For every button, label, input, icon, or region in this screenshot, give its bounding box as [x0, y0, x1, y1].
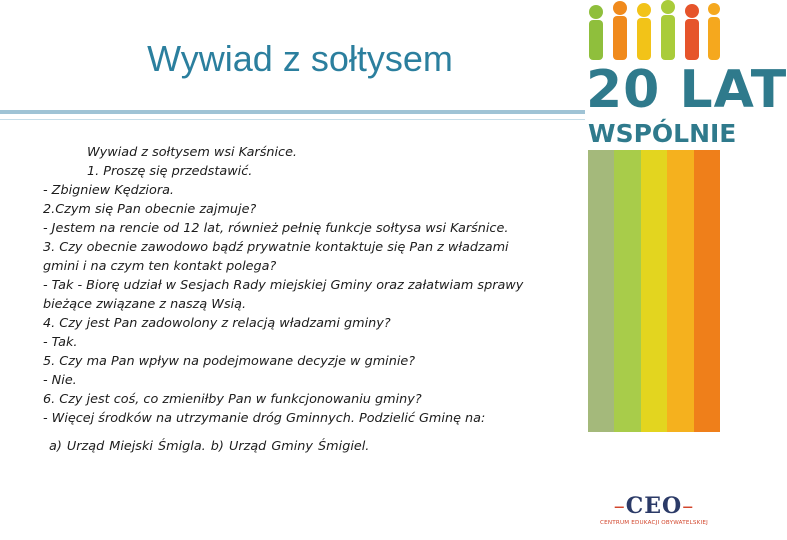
- logo-stripe: [614, 150, 640, 432]
- logo-stripe: [667, 150, 693, 432]
- logo-stripe: [588, 150, 614, 432]
- ceo-caption: CENTRUM EDUKACJI OBYWATELSKIEJ: [600, 520, 708, 526]
- slide-title: Wywiad z sołtysem: [147, 38, 453, 79]
- logo-20-lat: 20 LAT: [586, 60, 787, 120]
- interview-text: [43, 143, 543, 456]
- figure-yellow: [637, 3, 651, 60]
- answer-6: - Więcej środków na utrzymanie dróg Gminnych. Podzielić Gminę na:: [43, 411, 486, 426]
- answer-1: - Zbigniew Kędziora.: [43, 183, 174, 198]
- question-1: 1. Proszę się przedstawić.: [87, 164, 253, 179]
- logo-stripe: [694, 150, 720, 432]
- logo-color-stripes: [588, 150, 720, 432]
- question-4: 4. Czy jest Pan zadowolony z relacją władzami gminy?: [43, 316, 391, 331]
- logo-stripe: [641, 150, 667, 432]
- figure-red: [685, 4, 699, 60]
- question-3-line-2: gmini i na czym ten kontakt polega?: [43, 259, 277, 274]
- answer-5: - Nie.: [43, 373, 77, 388]
- answer-3-line-1: - Tak - Biorę udział w Sesjach Rady miejskiej Gminy oraz załatwiam sprawy: [43, 278, 524, 293]
- logo-wspolnie: WSPÓLNIE: [588, 119, 737, 148]
- people-figures-icon: [586, 0, 720, 62]
- answer-6-options: a) Urząd Miejski Śmigla. b) Urząd Gminy Śmigiel.: [49, 439, 370, 454]
- interview-intro: Wywiad z sołtysem wsi Karśnice.: [87, 145, 298, 160]
- question-5: 5. Czy ma Pan wpływ na podejmowane decyzje w gminie?: [43, 354, 416, 369]
- title-divider-thin: [0, 119, 585, 120]
- answer-4: - Tak.: [43, 335, 78, 350]
- question-3-line-1: 3. Czy obecnie zawodowo bądź prywatnie kontaktuje się Pan z władzami: [43, 240, 509, 255]
- title-divider: [0, 110, 585, 114]
- figure-lime: [661, 0, 675, 60]
- ceo-logo: –CEO– CENTRUM EDUKACJI OBYWATELSKIEJ: [596, 494, 712, 527]
- figure-orange: [613, 1, 627, 60]
- answer-3-line-2: bieżące związane z naszą Wsią.: [43, 297, 247, 312]
- figure-green: [589, 5, 603, 60]
- answer-2: - Jestem na rencie od 12 lat, również pełnię funkcje sołtysa wsi Karśnice.: [43, 221, 509, 236]
- question-2: 2.Czym się Pan obecnie zajmuje?: [43, 202, 257, 217]
- question-6: 6. Czy jest coś, co zmieniłby Pan w funkcjonowaniu gminy?: [43, 392, 422, 407]
- figure-gold: [708, 3, 720, 60]
- ceo-mark: CEO: [625, 493, 683, 519]
